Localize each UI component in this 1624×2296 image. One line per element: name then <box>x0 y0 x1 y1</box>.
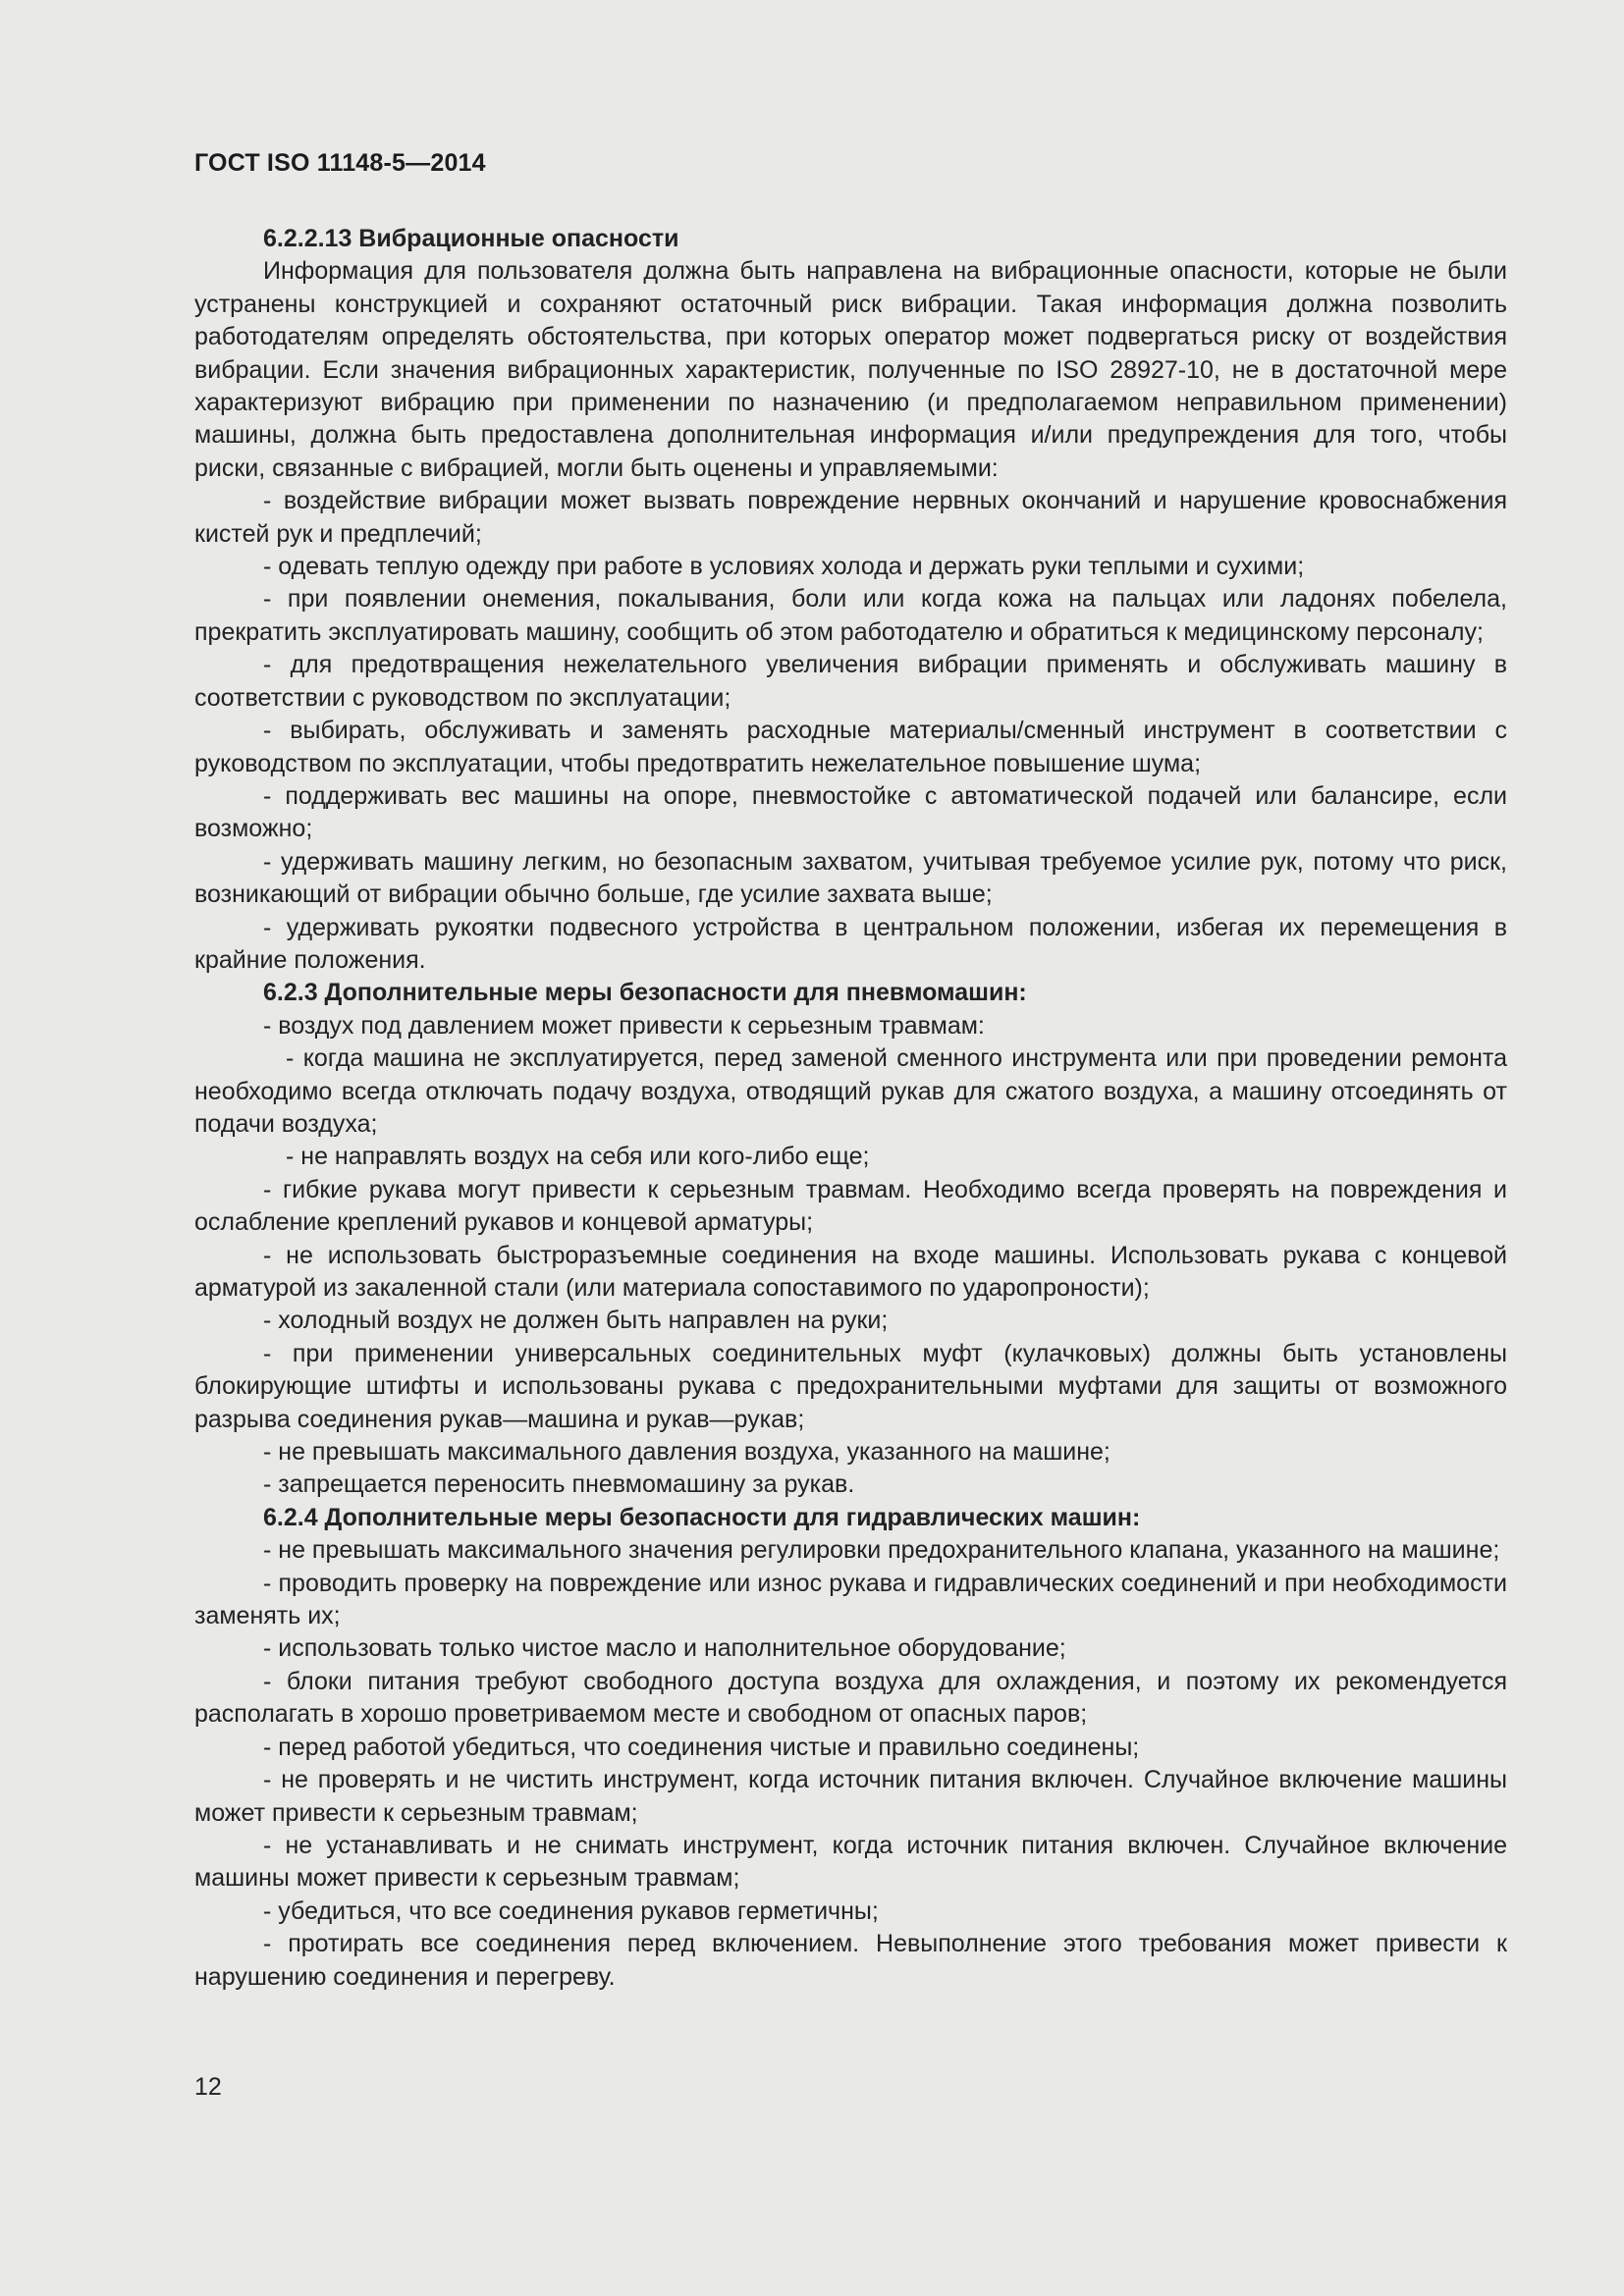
section-heading: 6.2.2.13 Вибрационные опасности <box>263 225 679 252</box>
page-number: 12 <box>194 2073 222 2101</box>
list-item: - удерживать машину легким, но безопасным захватом, учитывая требуемое усилие рук, потому что риск, возникающий от вибрации обычно больше, где усилие захвата выше; <box>194 847 1507 909</box>
list-item: - не превышать максимального значения регулировки предохранительного клапана, указанного на машине; <box>263 1536 1500 1565</box>
document-body <box>194 223 1507 1994</box>
list-item: - не устанавливать и не снимать инструмент, когда источник питания включен. Случайное включение машины может привести к серьезным травмам; <box>194 1831 1507 1893</box>
list-item: - проводить проверку на повреждение или износ рукава и гидравлических соединений и при необходимости заменять их; <box>194 1569 1507 1630</box>
list-item: - воздух под давлением может привести к серьезным травмам: <box>263 1011 985 1040</box>
document-header: ГОСТ ISO 11148-5—2014 <box>194 149 486 177</box>
list-item: - поддерживать вес машины на опоре, пневмостойке с автоматической подачей или балансире, если возможно; <box>194 781 1507 843</box>
section-heading: 6.2.4 Дополнительные меры безопасности для гидравлических машин: <box>263 1503 1141 1531</box>
list-item: - удерживать рукоятки подвесного устройства в центральном положении, избегая их перемещения в крайние положения. <box>194 913 1507 974</box>
list-item: - запрещается переносить пневмомашину за рукав. <box>263 1470 855 1499</box>
list-item: - убедиться, что все соединения рукавов герметичны; <box>263 1896 879 1925</box>
list-item: - выбирать, обслуживать и заменять расходные материалы/сменный инструмент в соответствии с руководством по эксплуатации, чтобы предотвратить нежелательное повышение шума; <box>194 717 1507 777</box>
list-item: - перед работой убедиться, что соединения чистые и правильно соединены; <box>263 1733 1140 1761</box>
list-item: - не использовать быстроразъемные соединения на входе машины. Использовать рукава с концевой арматурой из закаленной стали (или материала сопоставимого по ударопроности); <box>194 1241 1507 1302</box>
list-item: - при появлении онемения, покалывания, боли или когда кожа на пальцах или ладонях побелела, прекратить эксплуатировать машину, сообщить об этом работодателю и обратиться к медицинскому персоналу; <box>194 585 1507 646</box>
paragraph: Информация для пользователя должна быть направлена на вибрационные опасности, которые не были устранены конструкцией и сохраняют остаточный риск вибрации. Такая информация должна позволить работодателям определять обстоятельства, при которых оператор может подвергаться риску от воздействия вибрации. Если значения вибрационных характеристик, полученные по ISO 28927-10, не в достаточной мере характеризуют вибрацию при применении по назначению (и предполагаемом неправильном применении) машины, должна быть предоставлена дополнительная информация и/или предупреждения для того, чтобы риски, связанные с вибрацией, могли быть оценены и управляемыми: <box>194 257 1507 482</box>
list-item: - когда машина не эксплуатируется, перед заменой сменного инструмента или при проведении ремонта необходимо всегда отключать подачу воздуха, отводящий рукав для сжатого воздуха, а машину отсоединять от подачи воздуха; <box>194 1044 1507 1138</box>
list-item: - не направлять воздух на себя или кого-либо еще; <box>286 1143 870 1171</box>
list-item: - гибкие рукава могут привести к серьезным травмам. Необходимо всегда проверять на повреждения и ослабление креплений рукавов и концевой арматуры; <box>194 1175 1507 1237</box>
list-item: - воздействие вибрации может вызвать повреждение нервных окончаний и нарушение кровоснабжения кистей рук и предплечий; <box>194 487 1507 548</box>
list-item: - блоки питания требуют свободного доступа воздуха для охлаждения, и поэтому их рекомендуется располагать в хорошо проветриваемом месте и свободном от опасных паров; <box>194 1667 1507 1729</box>
list-item: - при применении универсальных соединительных муфт (кулачковых) должны быть установлены блокирующие штифты и использованы рукава с предохранительными муфтами для защиты от возможного разрыва соединения рукав—машина и рукав—рукав; <box>194 1339 1507 1433</box>
list-item: - для предотвращения нежелательного увеличения вибрации применять и обслуживать машину в соответствии с руководством по эксплуатации; <box>194 651 1507 712</box>
list-item: - не проверять и не чистить инструмент, когда источник питания включен. Случайное включение машины может привести к серьезным травмам; <box>194 1766 1507 1827</box>
list-item: - не превышать максимального давления воздуха, указанного на машине; <box>263 1438 1110 1467</box>
section-heading: 6.2.3 Дополнительные меры безопасности для пневмомашин: <box>263 979 1027 1007</box>
list-item: - холодный воздух не должен быть направлен на руки; <box>263 1307 889 1335</box>
list-item: - протирать все соединения перед включением. Невыполнение этого требования может привести к нарушению соединения и перегреву. <box>194 1930 1507 1991</box>
list-item: - использовать только чистое масло и наполнительное оборудование; <box>263 1634 1066 1663</box>
list-item: - одевать теплую одежду при работе в условиях холода и держать руки теплыми и сухими; <box>263 553 1305 581</box>
